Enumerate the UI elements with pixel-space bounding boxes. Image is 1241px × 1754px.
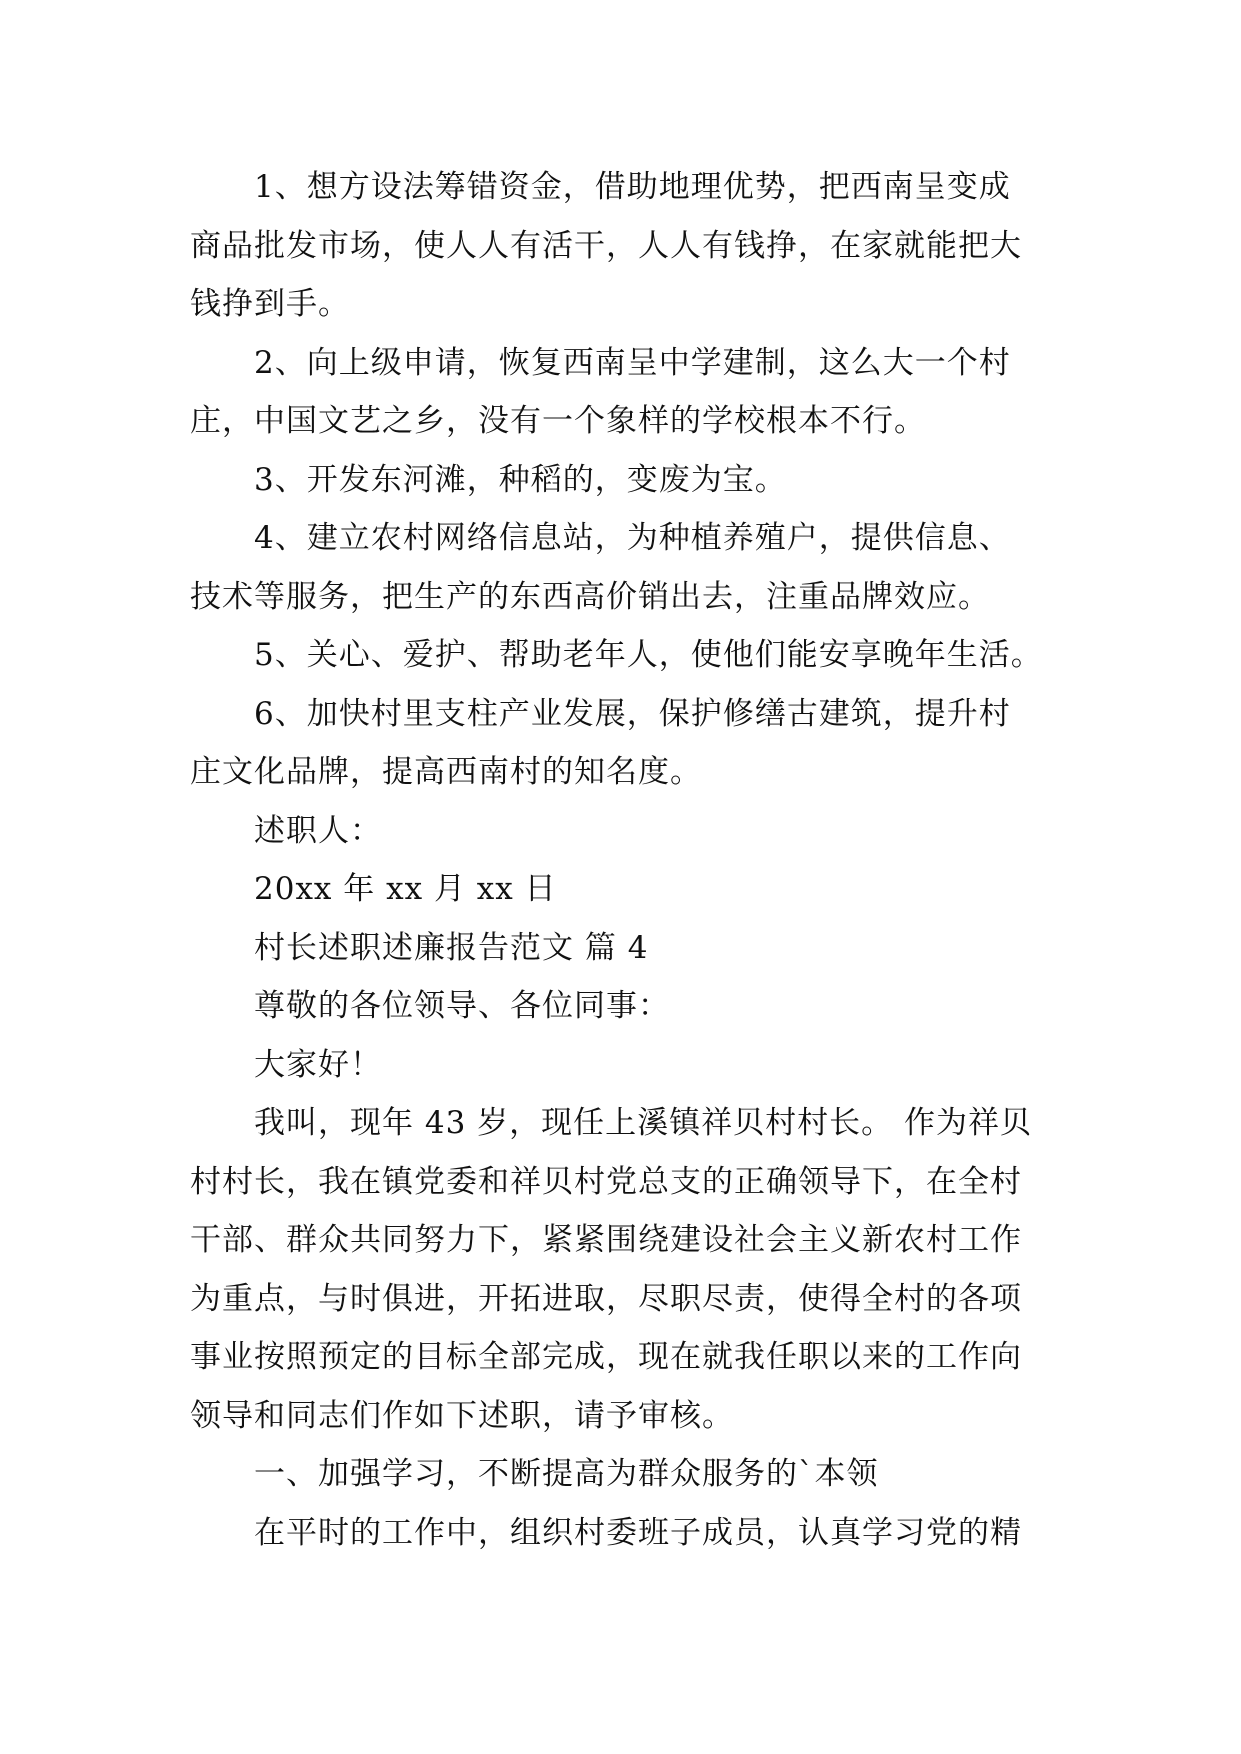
paragraph-line: 1、想方设法筹错资金，借助地理优势，把西南呈变成 [254,169,1011,205]
paragraph-line: 4、建立农村网络信息站，为种植养殖户，提供信息、 [254,520,1011,556]
paragraph-line: 村村长，我在镇党委和祥贝村党总支的正确领导下，在全村 [190,1163,1022,1200]
paragraph-line: 我叫，现年 43 岁，现任上溪镇祥贝村村长。 作为祥贝 [254,1105,1033,1141]
paragraph-line: 为重点，与时俱进，开拓进取，尽职尽责，使得全村的各项 [190,1280,1022,1317]
paragraph-line: 技术等服务，把生产的东西高价销出去，注重品牌效应。 [190,578,990,615]
paragraph-line: 庄，中国文艺之乡，没有一个象样的学校根本不行。 [190,403,926,439]
date-line: 20xx 年 xx 月 xx 日 [254,871,557,907]
paragraph-line: 2、向上级申请，恢复西南呈中学建制，这么大一个村 [254,344,1011,381]
paragraph-line: 事业按照预定的目标全部完成，现在就我任职以来的工作向 [190,1339,1022,1375]
paragraph-line: 钱挣到手。 [190,286,350,322]
paragraph-line: 领导和同志们作如下述职，请予审核。 [190,1397,734,1434]
section-heading: 一、加强学习，不断提高为群众服务的`本领 [254,1456,879,1492]
paragraph-line: 3、开发东河滩，种稻的，变废为宝。 [254,461,787,498]
paragraph-line: 6、加快村里支柱产业发展，保护修缮古建筑，提升村 [254,695,1011,732]
document-body [190,158,1070,1562]
paragraph-line: 商品批发市场，使人人有活干，人人有钱挣，在家就能把大 [190,227,1022,264]
salutation: 尊敬的各位领导、各位同事： [254,988,670,1024]
paragraph-line: 5、关心、爱护、帮助老年人，使他们能安享晚年生活。 [254,637,1043,673]
signature-label: 述职人： [254,812,382,849]
paragraph-line: 在平时的工作中，组织村委班子成员，认真学习党的精 [254,1514,1022,1551]
section-title: 村长述职述廉报告范文 篇 4 [254,929,649,966]
greeting: 大家好！ [254,1046,382,1083]
paragraph-line: 干部、群众共同努力下，紧紧围绕建设社会主义新农村工作 [190,1222,1022,1258]
paragraph-line: 庄文化品牌，提高西南村的知名度。 [190,754,702,790]
